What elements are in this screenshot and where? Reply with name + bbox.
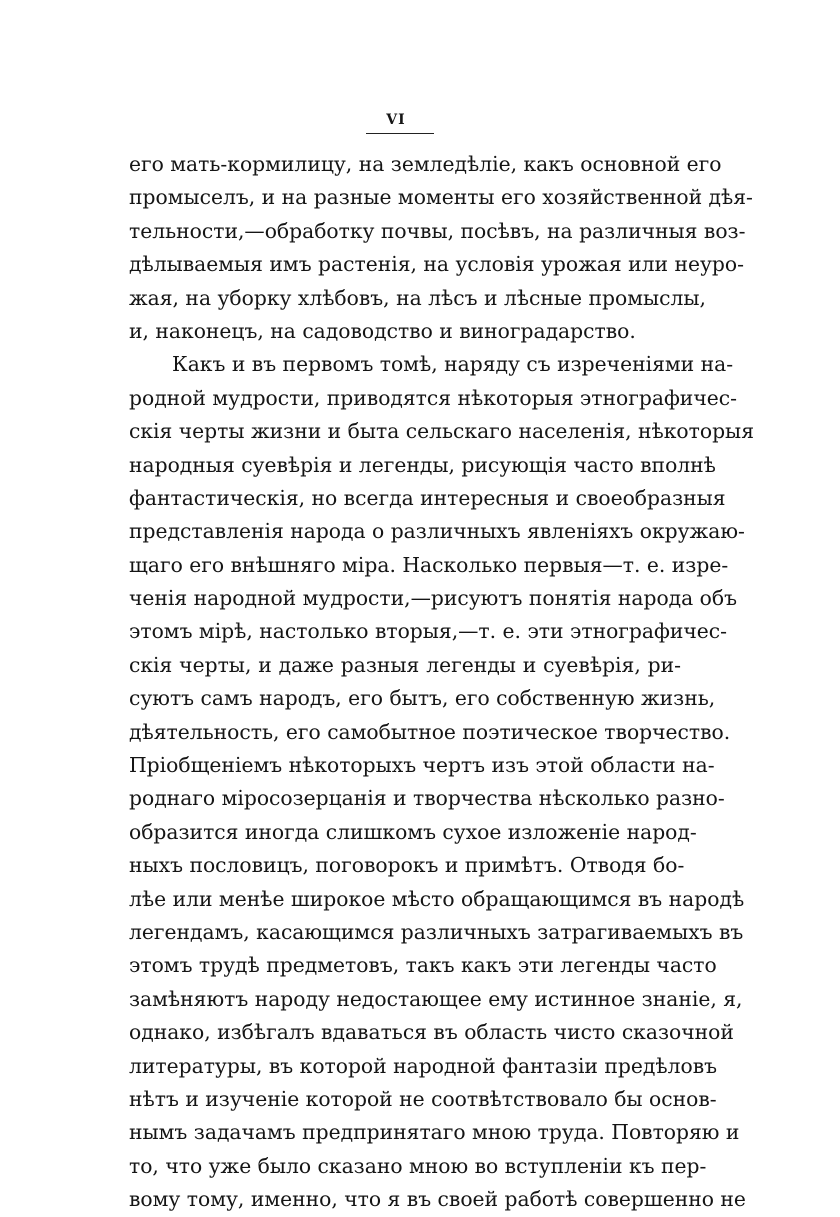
text-line: нѣтъ и изученіе которой не соотвѣтствовало бы основ- — [129, 1086, 717, 1111]
text-line: дѣятельность, его самобытное поэтическое творчество. — [129, 719, 731, 744]
text-line: и, наконецъ, на садоводство и виноградарство. — [129, 318, 636, 343]
text-line: ныхъ пословицъ, поговорокъ и примѣтъ. Отводя бо- — [129, 853, 685, 878]
text-line: Какъ и въ первомъ томѣ, наряду съ изреченіями на- — [172, 352, 734, 377]
text-line: дѣлываемыя имъ растенія, на условія урожая или неуро- — [129, 252, 744, 277]
page-number-rule — [366, 133, 434, 134]
text-line: этомъ мірѣ, настолько вторыя,—т. е. эти этнографичес- — [129, 619, 728, 644]
text-line: легендамъ, касающимся различныхъ затрагиваемыхъ въ — [129, 919, 744, 944]
text-line: нымъ задачамъ предпринятаго мною труда. Повторяю и — [129, 1120, 740, 1145]
page-number: VI — [386, 112, 406, 128]
text-line: то, что уже было сказано мною во вступленіи къ пер- — [129, 1153, 707, 1178]
text-line: народныя суевѣрія и легенды, рисующія часто вполнѣ — [129, 452, 716, 477]
text-line: суютъ самъ народъ, его бытъ, его собственную жизнь, — [129, 686, 716, 711]
text-line: этомъ трудѣ предметовъ, такъ какъ эти легенды часто — [129, 953, 717, 978]
text-line: замѣняютъ народу недостающее ему истинное знаніе, я, — [129, 986, 743, 1011]
text-line: образится иногда слишкомъ сухое изложеніе народ- — [129, 819, 697, 844]
text-line: Пріобщеніемъ нѣкоторыхъ чертъ изъ этой области на- — [129, 753, 715, 778]
text-line: фантастическія, но всегда интересныя и своеобразныя — [129, 485, 726, 510]
text-line: литературы, въ которой народной фантазіи предѣловъ — [129, 1053, 718, 1078]
text-line: однако, избѣгалъ вдаваться въ область чисто сказочной — [129, 1020, 734, 1045]
text-line: тельности,—обработку почвы, посѣвъ, на различныя воз- — [129, 218, 746, 243]
text-line: скія черты, и даже разныя легенды и суевѣрія, ри- — [129, 652, 681, 677]
text-line: родной мудрости, приводятся нѣкоторыя этнографичес- — [129, 385, 737, 410]
text-line: его мать-кормилицу, на земледѣліе, какъ основной его — [129, 152, 722, 176]
text-line: жая, на уборку хлѣбовъ, на лѣсъ и лѣсные промыслы, — [129, 285, 706, 310]
text-line: представленія народа о различныхъ явленіяхъ окружаю- — [129, 519, 745, 544]
text-line: ченія народной мудрости,—рисуютъ понятія народа объ — [129, 586, 738, 611]
text-line: роднаго міросозерцанія и творчества нѣсколько разно- — [129, 786, 725, 811]
text-line: промыселъ, и на разные моменты его хозяйственной дѣя- — [129, 185, 753, 210]
text-line: лѣе или менѣе широкое мѣсто обращающимся въ народѣ — [129, 886, 745, 911]
text-line: скія черты жизни и быта сельскаго населенія, нѣкоторыя — [129, 419, 754, 444]
text-line: щаго его внѣшняго міра. Насколько первыя—т. е. изре- — [129, 552, 729, 577]
text-line: вому тому, именно, что я въ своей работѣ совершенно не — [129, 1187, 746, 1212]
body-text — [129, 148, 754, 1217]
